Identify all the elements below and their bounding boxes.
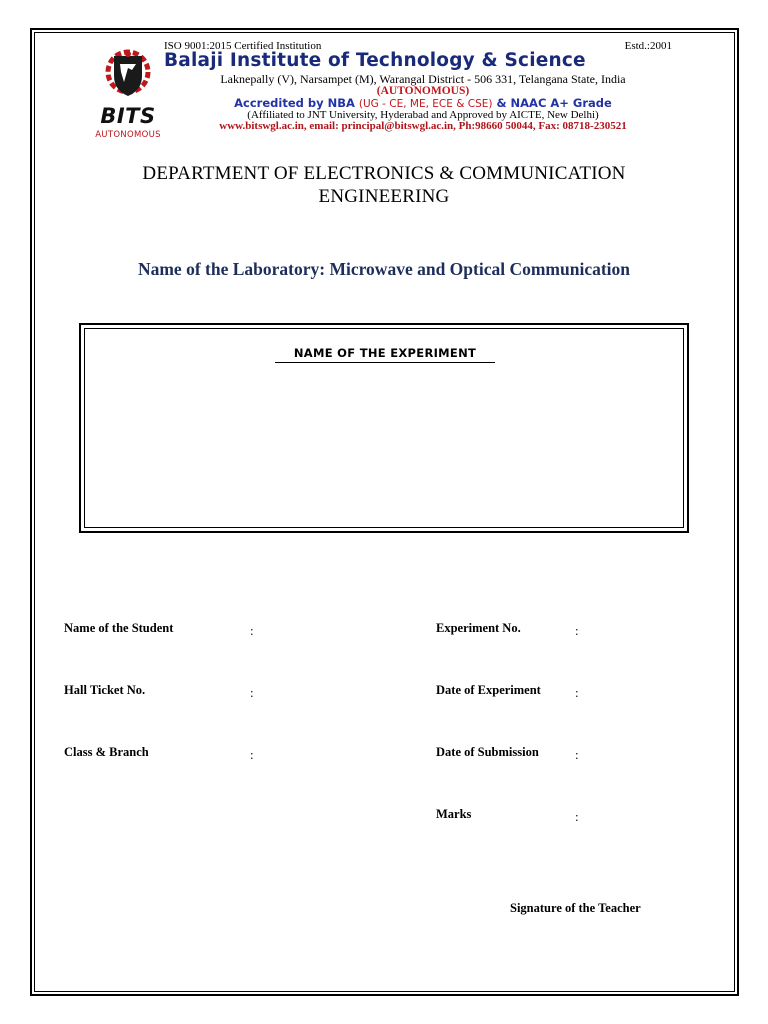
- experiment-no-label: Experiment No.: [436, 621, 521, 635]
- experiment-title: NAME OF THE EXPERIMENT: [275, 346, 495, 363]
- date-experiment-label: Date of Experiment: [436, 683, 541, 697]
- accreditation-main: Accredited by NBA: [234, 96, 359, 110]
- date-submission-colon: :: [575, 747, 579, 762]
- department-line-1: DEPARTMENT OF ELECTRONICS & COMMUNICATION: [142, 163, 626, 184]
- class-branch-label: Class & Branch: [64, 745, 149, 759]
- department-heading: [40, 162, 728, 208]
- hall-ticket-label: Hall Ticket No.: [64, 683, 146, 697]
- date-experiment-colon: :: [575, 685, 579, 700]
- institution-address: Laknepally (V), Narsampet (M), Warangal District - 506 331, Telangana State, India: [220, 72, 626, 86]
- teacher-signature-label: Signature of the Teacher: [510, 901, 641, 915]
- class-branch-colon: :: [250, 747, 254, 762]
- bits-logo: [92, 46, 164, 140]
- hall-ticket-colon: :: [250, 685, 254, 700]
- established-year: Estd.:2001: [624, 40, 672, 52]
- iso-certification: ISO 9001:2015 Certified Institution: [164, 40, 322, 52]
- letterhead: [92, 38, 682, 140]
- marks-colon: :: [575, 809, 579, 824]
- accreditation-naac: & NAAC A+ Grade: [492, 96, 612, 110]
- department-line-2: ENGINEERING: [318, 186, 450, 207]
- date-submission-label: Date of Submission: [436, 745, 539, 759]
- autonomous-label: (AUTONOMOUS): [376, 85, 470, 97]
- affiliation-line: (Affiliated to JNT University, Hyderabad and Approved by AICTE, New Delhi): [247, 109, 599, 121]
- contact-line: www.bitswgl.ac.in, email: principal@bitswgl.ac.in, Ph:98660 50044, Fax: 08718-230521: [219, 120, 627, 132]
- accreditation-programs: (UG - CE, ME, ECE & CSE): [358, 98, 493, 110]
- gear-shield-icon: [92, 46, 164, 106]
- institution-name: Balaji Institute of Technology & Science: [164, 50, 586, 71]
- student-name-colon: :: [250, 623, 254, 638]
- accreditation-line: [164, 96, 682, 110]
- laboratory-name: Name of the Laboratory: Microwave and Optical Communication: [137, 259, 631, 279]
- student-name-label: Name of the Student: [64, 621, 174, 635]
- logo-text: BITS: [100, 104, 156, 128]
- experiment-no-colon: :: [575, 623, 579, 638]
- logo-subtext: AUTONOMOUS: [95, 130, 161, 140]
- marks-label: Marks: [436, 807, 472, 821]
